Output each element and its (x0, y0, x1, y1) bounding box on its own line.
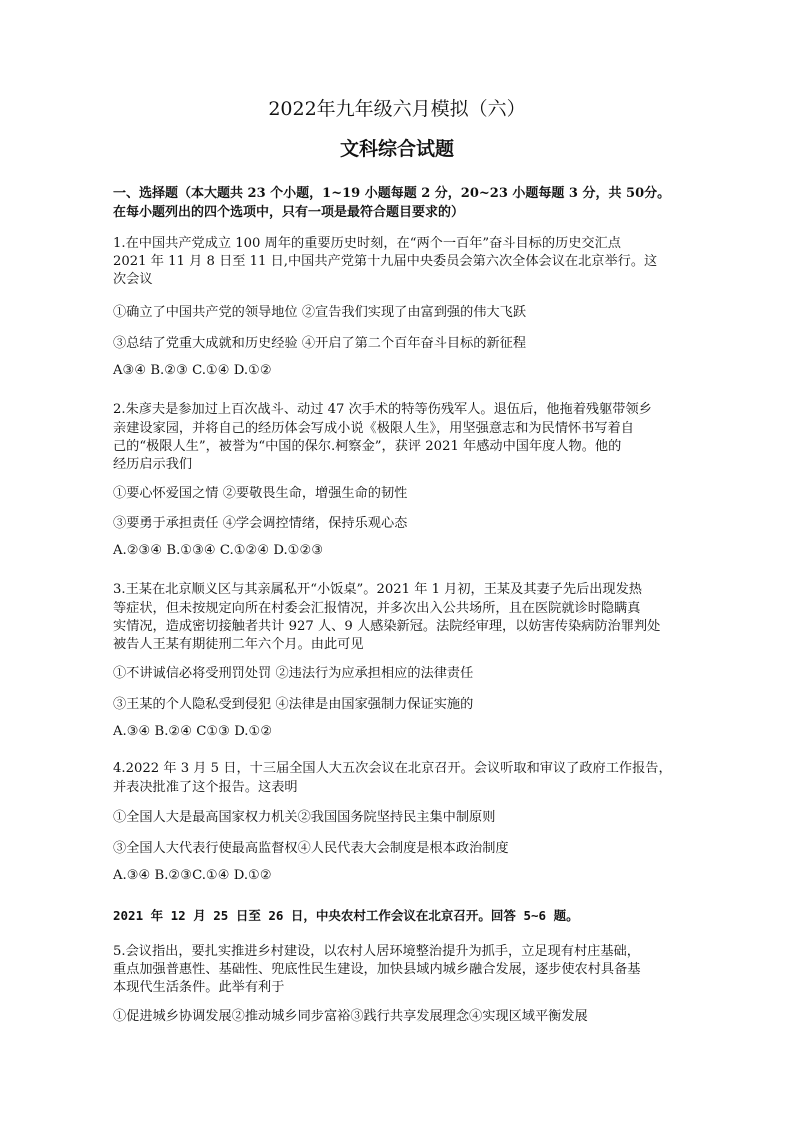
q2-stem-line1: 2.朱彦夫是参加过上百次战斗、动过 47 次手术的特等伤残军人。退伍后，他拖着残躯带领乡 (113, 402, 652, 417)
q2-answer-choices: A.②③④ B.①③④ C.①②④ D.①②③ (113, 543, 324, 558)
q5-stem-line3: 本现代生活条件。此举有利于 (113, 980, 285, 995)
q3-option-line1: ①不讲诚信必将受刑罚处罚 ②违法行为应承担相应的法律责任 (113, 666, 474, 681)
q1-option-line2: ③总结了党重大成就和历史经验 ④开启了第二个百年奋斗目标的新征程 (113, 336, 527, 351)
context-note: 2021 年 12 月 25 日至 26 日，中央农村工作会议在北京召开。回答 5~6 题。 (113, 908, 579, 923)
q1-stem-line1: 1.在中国共产党成立 100 周年的重要历史时刻，在“两个一百年”奋斗目标的历史交汇点 (113, 236, 621, 251)
q5-option-line1: ①促进城乡协调发展②推动城乡同步富裕③践行共享发展理念④实现区域平衡发展 (113, 1009, 588, 1024)
exam-title: 2022年九年级六月模拟（六） (268, 98, 526, 120)
q1-option-line1: ①确立了中国共产党的领导地位 ②宣告我们实现了由富到强的伟大飞跃 (113, 305, 527, 320)
q3-option-line2: ③王某的个人隐私受到侵犯 ④法律是由国家强制力保证实施的 (113, 697, 474, 712)
q2-stem-line2: 亲建设家园，并将自己的经历体会写成小说《极限人生》，用坚强意志和为民情怀书写着自 (113, 421, 634, 436)
q4-stem-line1: 4.2022 年 3 月 5 日，十三届全国人大五次会议在北京召开。会议听取和审议了政府工作报告， (113, 761, 672, 776)
q1-stem-line2: 2021 年 11 月 8 日至 11 日,中国共产党第十九届中央委员会第六次全体会议在北京举行。这 (113, 254, 658, 269)
q2-option-line2: ③要勇于承担责任 ④学会调控情绪，保持乐观心态 (113, 516, 408, 531)
q1-stem-line3: 次会议 (113, 272, 153, 287)
section-heading-line1: 一、选择题（本大题共 23 个小题，1~19 小题每题 2 分，20~23 小题每题 3 分，共 50分。 (113, 186, 671, 201)
q3-answer-choices: A.③④ B.②④ C①③ D.①② (113, 724, 273, 739)
q5-stem-line1: 5.会议指出，要扎实推进乡村建设，以农村人居环境整治提升为抓手，立足现有村庄基础， (113, 944, 640, 959)
q4-answer-choices: A.③④ B.②③C.①④ D.①② (113, 868, 272, 883)
q1-answer-choices: A③④ B.②③ C.①④ D.①② (113, 363, 272, 378)
q4-option-line1: ①全国人大是最高国家权力机关②我国国务院坚持民主集中制原则 (113, 810, 496, 825)
q3-stem-line2: 等症状，但未按规定向所在村委会汇报情况，并多次出入公共场所，且在医院就诊时隐瞒真 (113, 601, 641, 616)
q2-stem-line3: 己的“极限人生”，被誉为“中国的保尔.柯察金”，获评 2021 年感动中国年度人物。他的 (113, 439, 622, 454)
q2-stem-line4: 经历启示我们 (113, 457, 193, 472)
q2-option-line1: ①要心怀爱国之情 ②要敬畏生命，增强生命的韧性 (113, 486, 408, 501)
q5-stem-line2: 重点加强普惠性、基础性、兜底性民生建设，加快县域内城乡融合发展，逐步使农村具备基 (113, 962, 641, 977)
exam-subtitle: 文科综合试题 (339, 138, 454, 160)
q3-stem-line1: 3.王某在北京顺义区与其亲属私开“小饭桌”。2021 年 1 月初，王某及其妻子先后出现发热 (113, 582, 642, 597)
section-heading-line2: 在每小题列出的四个选项中，只有一项是最符合题目要求的） (113, 205, 465, 220)
q4-option-line2: ③全国人大代表行使最高监督权④人民代表大会制度是根本政治制度 (113, 841, 509, 856)
q3-stem-line4: 被告人王某有期徒刑二年六个月。由此可见 (113, 637, 364, 652)
q4-stem-line2: 并表决批准了这个报告。这表明 (113, 780, 298, 795)
q3-stem-line3: 实情况，造成密切接触者共计 927 人、9 人感染新冠。法院经审理，以妨害传染病防治罪判处 (113, 619, 661, 634)
